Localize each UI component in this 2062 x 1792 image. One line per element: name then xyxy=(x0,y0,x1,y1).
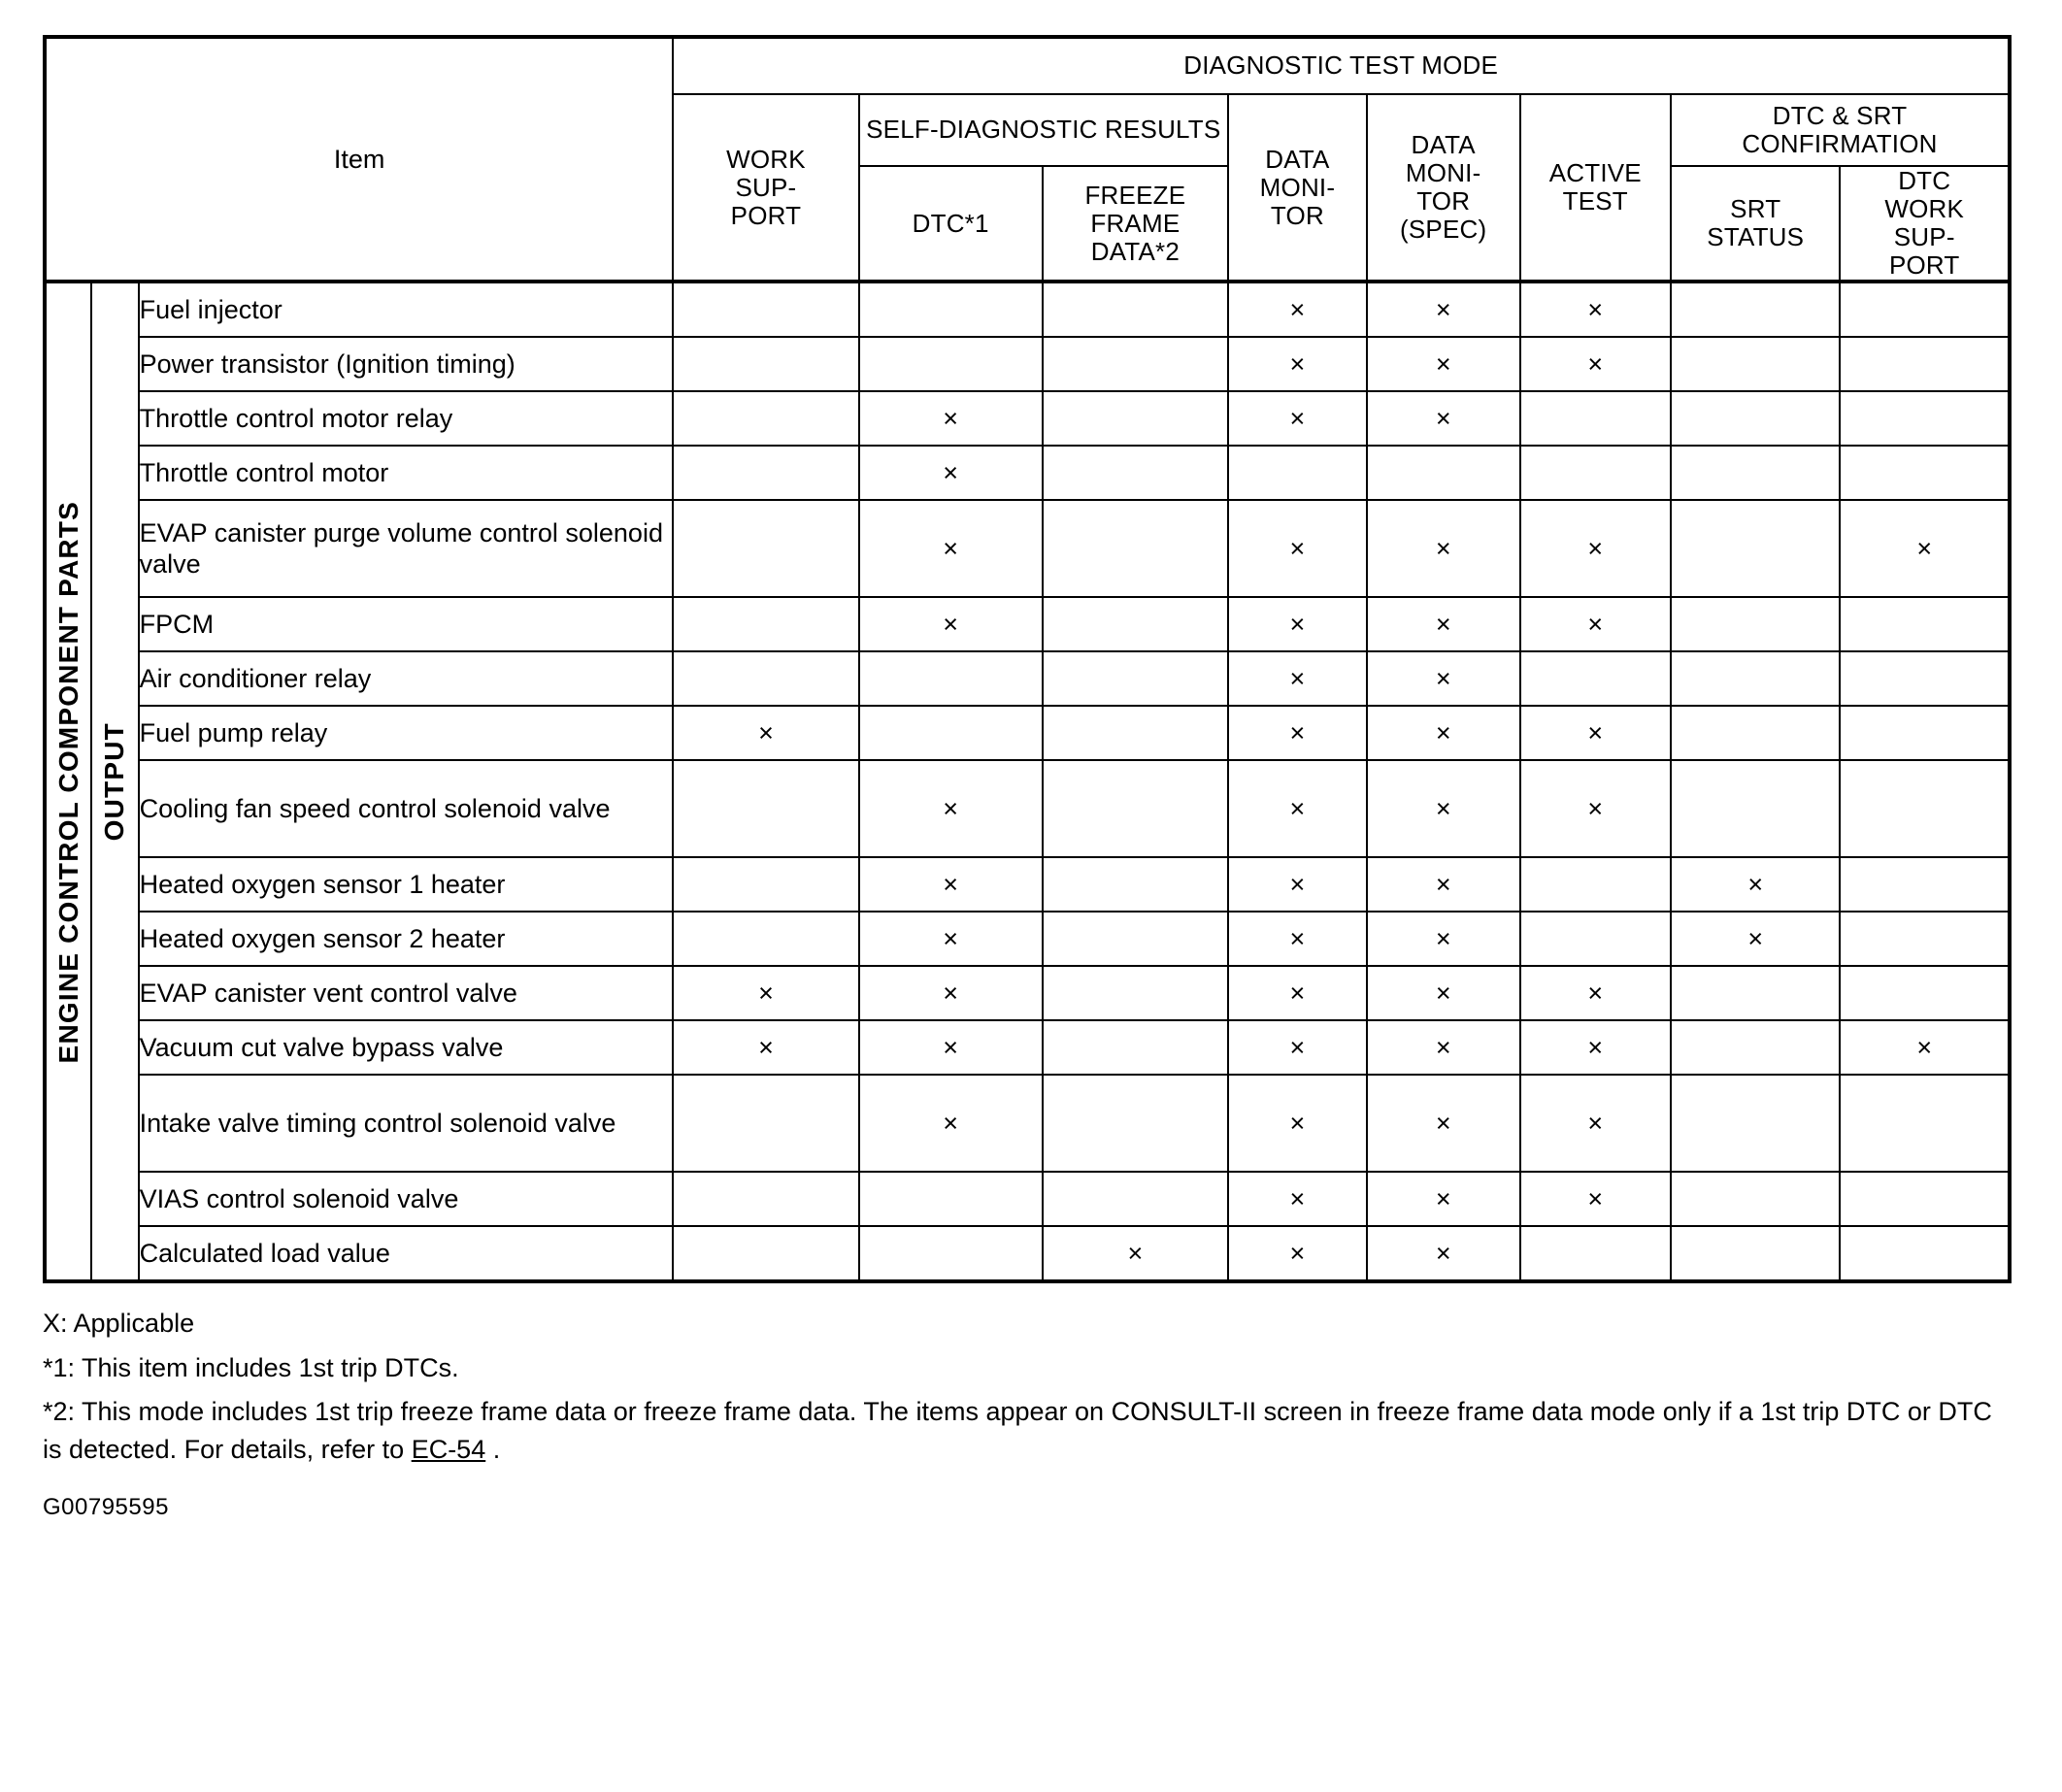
cell-srt-status xyxy=(1671,651,1840,706)
cell-active-test: × xyxy=(1520,282,1672,337)
table-row xyxy=(45,597,2010,651)
data-monitor-spec-line-1: DATA xyxy=(1411,130,1476,159)
table-row xyxy=(45,706,2010,760)
freeze-frame-line-1: FREEZE xyxy=(1084,180,1186,210)
cell-dtc-work-support xyxy=(1840,966,2010,1020)
row-item-label: VIAS control solenoid valve xyxy=(139,1172,674,1226)
work-support-line-1: WORK xyxy=(726,144,806,174)
cell-srt-status xyxy=(1671,597,1840,651)
cell-work-support: × xyxy=(673,706,858,760)
row-item-label: FPCM xyxy=(139,597,674,651)
dtc-work-support-line-4: PORT xyxy=(1888,250,1960,281)
cell-data-monitor: × xyxy=(1228,337,1367,391)
cell-dtc-work-support xyxy=(1840,282,2010,337)
row-item-label: Throttle control motor xyxy=(139,446,674,500)
item-header-cell xyxy=(45,37,673,282)
cell-dtc xyxy=(859,282,1043,337)
cell-work-support xyxy=(673,857,858,912)
cell-dtc: × xyxy=(859,500,1043,597)
row-item-label: Calculated load value xyxy=(139,1226,674,1281)
data-monitor-spec-line-4: (SPEC) xyxy=(1400,215,1487,245)
cell-data-monitor: × xyxy=(1228,597,1367,651)
cell-active-test: × xyxy=(1520,597,1672,651)
row-item-label: Throttle control motor relay xyxy=(139,391,674,446)
cell-active-test: × xyxy=(1520,500,1672,597)
row-item-label: Fuel injector xyxy=(139,282,674,337)
data-monitor-spec-line-3: TOR xyxy=(1416,186,1471,216)
cell-dtc-work-support xyxy=(1840,760,2010,857)
column-header-data-monitor-spec xyxy=(1367,94,1520,282)
cell-dtc-work-support xyxy=(1840,1172,2010,1226)
cell-data-monitor-spec: × xyxy=(1367,1020,1520,1075)
cell-work-support xyxy=(673,337,858,391)
cell-srt-status: × xyxy=(1671,857,1840,912)
cell-dtc xyxy=(859,1172,1043,1226)
cell-data-monitor: × xyxy=(1228,1226,1367,1281)
data-monitor-line-2: MONI- xyxy=(1259,172,1336,202)
footnote-2-text-part2: . xyxy=(485,1434,501,1464)
cell-freeze-frame xyxy=(1043,1172,1228,1226)
cell-dtc: × xyxy=(859,966,1043,1020)
cell-srt-status xyxy=(1671,706,1840,760)
side-label-output xyxy=(91,282,138,1281)
cell-dtc-work-support: × xyxy=(1840,500,2010,597)
row-item-label: EVAP canister vent control valve xyxy=(139,966,674,1020)
cell-work-support xyxy=(673,1226,858,1281)
cell-srt-status: × xyxy=(1671,912,1840,966)
column-header-work-support xyxy=(673,94,858,282)
cell-freeze-frame xyxy=(1043,337,1228,391)
cell-work-support xyxy=(673,1172,858,1226)
cell-freeze-frame xyxy=(1043,912,1228,966)
table-row xyxy=(45,500,2010,597)
row-item-label: Intake valve timing control solenoid valve xyxy=(139,1075,674,1172)
cell-dtc xyxy=(859,706,1043,760)
cell-dtc xyxy=(859,651,1043,706)
dtc-srt-confirmation-label: DTC & SRT CONFIRMATION xyxy=(1742,100,1938,158)
column-header-active-test xyxy=(1520,94,1672,282)
side-label-inner-text: OUTPUT xyxy=(99,722,130,842)
cell-data-monitor-spec: × xyxy=(1367,966,1520,1020)
column-header-dtc-srt-confirmation xyxy=(1671,94,2010,166)
cell-data-monitor-spec: × xyxy=(1367,597,1520,651)
ec-54-link[interactable]: EC-54 xyxy=(411,1434,486,1464)
table-row xyxy=(45,912,2010,966)
self-diagnostic-results-label: SELF-DIAGNOSTIC RESULTS xyxy=(866,115,1221,145)
cell-active-test: × xyxy=(1520,1020,1672,1075)
cell-work-support: × xyxy=(673,1020,858,1075)
column-header-dtc xyxy=(859,166,1043,282)
cell-active-test xyxy=(1520,912,1672,966)
cell-work-support xyxy=(673,597,858,651)
footnote-1: *1: This item includes 1st trip DTCs. xyxy=(43,1352,459,1382)
cell-dtc: × xyxy=(859,1075,1043,1172)
side-label-engine-control-component-parts xyxy=(45,282,91,1281)
cell-work-support xyxy=(673,500,858,597)
cell-freeze-frame xyxy=(1043,966,1228,1020)
dtc-work-support-line-3: SUP- xyxy=(1893,222,1955,252)
cell-data-monitor-spec: × xyxy=(1367,1226,1520,1281)
cell-active-test: × xyxy=(1520,760,1672,857)
cell-dtc xyxy=(859,337,1043,391)
cell-active-test xyxy=(1520,1226,1672,1281)
cell-srt-status xyxy=(1671,446,1840,500)
table-row xyxy=(45,966,2010,1020)
cell-data-monitor: × xyxy=(1228,651,1367,706)
cell-data-monitor: × xyxy=(1228,1020,1367,1075)
cell-work-support xyxy=(673,391,858,446)
cell-freeze-frame xyxy=(1043,391,1228,446)
data-monitor-spec-line-2: MONI- xyxy=(1405,158,1481,188)
cell-freeze-frame xyxy=(1043,857,1228,912)
freeze-frame-line-2: FRAME xyxy=(1090,208,1181,238)
cell-active-test xyxy=(1520,651,1672,706)
cell-data-monitor-spec: × xyxy=(1367,651,1520,706)
cell-data-monitor-spec: × xyxy=(1367,1172,1520,1226)
cell-data-monitor: × xyxy=(1228,282,1367,337)
cell-dtc-work-support xyxy=(1840,597,2010,651)
cell-dtc-work-support xyxy=(1840,391,2010,446)
dtc-label: DTC*1 xyxy=(912,208,989,238)
data-monitor-line-3: TOR xyxy=(1270,200,1324,230)
cell-work-support xyxy=(673,760,858,857)
cell-freeze-frame xyxy=(1043,1075,1228,1172)
cell-srt-status xyxy=(1671,1172,1840,1226)
cell-data-monitor: × xyxy=(1228,391,1367,446)
table-row xyxy=(45,1226,2010,1281)
cell-srt-status xyxy=(1671,391,1840,446)
cell-dtc-work-support xyxy=(1840,446,2010,500)
table-row xyxy=(45,282,2010,337)
cell-data-monitor: × xyxy=(1228,912,1367,966)
footnote-2-text-part1: *2: This mode includes 1st trip freeze frame data or freeze frame data. The items appear on CONSULT-II screen in freeze frame data mode only if a 1st trip DTC or DTC is detected. For details, refer to xyxy=(43,1396,1992,1464)
cell-work-support xyxy=(673,651,858,706)
cell-dtc: × xyxy=(859,597,1043,651)
row-item-label: Air conditioner relay xyxy=(139,651,674,706)
cell-dtc: × xyxy=(859,760,1043,857)
cell-srt-status xyxy=(1671,1020,1840,1075)
cell-freeze-frame: × xyxy=(1043,1226,1228,1281)
table-row xyxy=(45,1020,2010,1075)
cell-freeze-frame xyxy=(1043,1020,1228,1075)
cell-dtc-work-support xyxy=(1840,1075,2010,1172)
footnote-2 xyxy=(43,1393,2012,1469)
data-monitor-line-1: DATA xyxy=(1265,144,1330,174)
cell-work-support: × xyxy=(673,966,858,1020)
cell-freeze-frame xyxy=(1043,706,1228,760)
cell-dtc xyxy=(859,1226,1043,1281)
table-row xyxy=(45,1172,2010,1226)
cell-dtc-work-support xyxy=(1840,1226,2010,1281)
row-item-label: Vacuum cut valve bypass valve xyxy=(139,1020,674,1075)
cell-active-test: × xyxy=(1520,706,1672,760)
cell-dtc: × xyxy=(859,857,1043,912)
cell-data-monitor-spec: × xyxy=(1367,1075,1520,1172)
cell-srt-status xyxy=(1671,1075,1840,1172)
row-item-label: Fuel pump relay xyxy=(139,706,674,760)
cell-data-monitor: × xyxy=(1228,500,1367,597)
cell-data-monitor xyxy=(1228,446,1367,500)
cell-dtc-work-support xyxy=(1840,337,2010,391)
item-header-label: Item xyxy=(333,144,385,174)
cell-freeze-frame xyxy=(1043,446,1228,500)
cell-work-support xyxy=(673,282,858,337)
cell-data-monitor: × xyxy=(1228,1075,1367,1172)
cell-data-monitor-spec xyxy=(1367,446,1520,500)
cell-active-test: × xyxy=(1520,966,1672,1020)
cell-data-monitor-spec: × xyxy=(1367,500,1520,597)
cell-dtc: × xyxy=(859,446,1043,500)
cell-data-monitor: × xyxy=(1228,966,1367,1020)
table-row xyxy=(45,337,2010,391)
cell-dtc-work-support: × xyxy=(1840,1020,2010,1075)
cell-work-support xyxy=(673,446,858,500)
column-header-self-diagnostic-results xyxy=(859,94,1228,166)
diagnostic-test-mode-table xyxy=(43,35,2012,1283)
cell-srt-status xyxy=(1671,337,1840,391)
cell-work-support xyxy=(673,1075,858,1172)
active-test-line-1: ACTIVE xyxy=(1548,158,1642,188)
row-item-label: Cooling fan speed control solenoid valve xyxy=(139,760,674,857)
cell-freeze-frame xyxy=(1043,597,1228,651)
cell-data-monitor-spec: × xyxy=(1367,337,1520,391)
cell-dtc-work-support xyxy=(1840,651,2010,706)
cell-data-monitor-spec: × xyxy=(1367,282,1520,337)
freeze-frame-line-3: DATA*2 xyxy=(1090,236,1180,266)
cell-data-monitor-spec: × xyxy=(1367,706,1520,760)
srt-status-line-1: SRT xyxy=(1730,194,1781,224)
cell-active-test: × xyxy=(1520,1172,1672,1226)
cell-data-monitor-spec: × xyxy=(1367,857,1520,912)
cell-srt-status xyxy=(1671,282,1840,337)
cell-data-monitor-spec: × xyxy=(1367,760,1520,857)
figure-code: G00795595 xyxy=(43,1494,169,1520)
cell-data-monitor-spec: × xyxy=(1367,391,1520,446)
cell-work-support xyxy=(673,912,858,966)
cell-active-test xyxy=(1520,446,1672,500)
dtc-work-support-line-2: WORK xyxy=(1884,194,1965,224)
cell-dtc-work-support xyxy=(1840,857,2010,912)
table-row xyxy=(45,857,2010,912)
cell-active-test: × xyxy=(1520,337,1672,391)
cell-dtc-work-support xyxy=(1840,912,2010,966)
column-header-srt-status xyxy=(1671,166,1840,282)
column-header-data-monitor xyxy=(1228,94,1367,282)
diagnostic-test-mode-label: DIAGNOSTIC TEST MODE xyxy=(1183,50,1499,81)
cell-dtc: × xyxy=(859,391,1043,446)
cell-dtc: × xyxy=(859,912,1043,966)
work-support-line-2: SUP- xyxy=(735,172,797,202)
cell-dtc-work-support xyxy=(1840,706,2010,760)
cell-active-test xyxy=(1520,857,1672,912)
active-test-line-2: TEST xyxy=(1562,186,1628,216)
work-support-line-3: PORT xyxy=(730,200,802,230)
cell-srt-status xyxy=(1671,966,1840,1020)
table-row xyxy=(45,391,2010,446)
cell-data-monitor: × xyxy=(1228,1172,1367,1226)
cell-srt-status xyxy=(1671,500,1840,597)
cell-active-test xyxy=(1520,391,1672,446)
cell-freeze-frame xyxy=(1043,760,1228,857)
row-item-label: Heated oxygen sensor 1 heater xyxy=(139,857,674,912)
cell-data-monitor-spec: × xyxy=(1367,912,1520,966)
table-row xyxy=(45,446,2010,500)
cell-freeze-frame xyxy=(1043,651,1228,706)
cell-data-monitor: × xyxy=(1228,760,1367,857)
row-item-label: Heated oxygen sensor 2 heater xyxy=(139,912,674,966)
column-header-dtc-work-support xyxy=(1840,166,2010,282)
cell-active-test: × xyxy=(1520,1075,1672,1172)
column-header-freeze-frame-data xyxy=(1043,166,1228,282)
diagnostic-test-mode-header xyxy=(673,37,2010,94)
cell-srt-status xyxy=(1671,760,1840,857)
row-item-label: EVAP canister purge volume control solenoid valve xyxy=(139,500,674,597)
cell-data-monitor: × xyxy=(1228,857,1367,912)
cell-freeze-frame xyxy=(1043,282,1228,337)
cell-srt-status xyxy=(1671,1226,1840,1281)
srt-status-line-2: STATUS xyxy=(1707,222,1805,252)
table-header-row-1 xyxy=(45,37,2010,94)
footnote-applicable: X: Applicable xyxy=(43,1309,195,1339)
table-row xyxy=(45,651,2010,706)
table-row xyxy=(45,1075,2010,1172)
dtc-work-support-line-1: DTC xyxy=(1898,166,1951,195)
cell-dtc: × xyxy=(859,1020,1043,1075)
table-footnotes xyxy=(43,1305,2012,1469)
cell-data-monitor: × xyxy=(1228,706,1367,760)
row-item-label: Power transistor (Ignition timing) xyxy=(139,337,674,391)
cell-freeze-frame xyxy=(1043,500,1228,597)
side-label-outer-text: ENGINE CONTROL COMPONENT PARTS xyxy=(52,500,83,1064)
table-row xyxy=(45,760,2010,857)
